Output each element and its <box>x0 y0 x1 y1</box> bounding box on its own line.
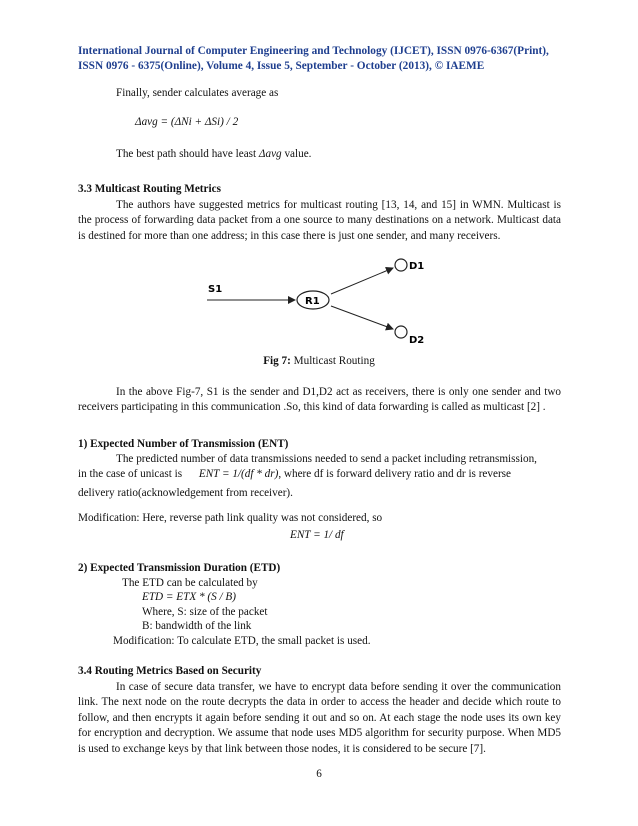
avg-equation <box>135 116 238 128</box>
ent-modification: Modification: Here, reverse path link quality was not considered, so <box>78 512 383 524</box>
ent-line-1: The predicted number of data transmissions needed to send a packet including retransmission, <box>116 453 537 465</box>
section-3-3-heading: 3.3 Multicast Routing Metrics <box>78 183 221 195</box>
ent-line-2 <box>78 468 561 480</box>
ent-line-2-start: in the case of unicast is <box>78 468 183 480</box>
ent-heading: 1) Expected Number of Transmission (ENT) <box>78 438 289 450</box>
best-path-end: value. <box>284 148 312 160</box>
edge-r1-d1 <box>331 268 393 294</box>
etd-where-2: B: bandwidth of the link <box>142 620 252 632</box>
etd-line-1: The ETD can be calculated by <box>122 577 258 589</box>
header-line-2: ISSN 0976 - 6375(Online), Volume 4, Issue 5, September - October (2013), © IAEME <box>78 60 485 72</box>
ent-modified-equation: ENT = 1/ df <box>290 529 344 541</box>
ent-line-2-end: , where df is forward delivery ratio and dr is reverse <box>278 468 511 480</box>
etd-modification: Modification: To calculate ETD, the small packet is used. <box>113 635 371 647</box>
ent-line-3: delivery ratio(acknowledgement from receiver). <box>78 487 293 499</box>
journal-header <box>78 44 563 74</box>
multicast-routing-diagram <box>205 256 440 351</box>
section-3-3-body: The authors have suggested metrics for multicast routing [13, 14, and 15] in WMN. Multicast is the process of forwarding data packet from a one source to many destinations on a network. Multicast data is destined for more than one address; in this case there is just one sender, and many receivers. <box>78 199 561 242</box>
label-d2: D2 <box>409 335 425 346</box>
avg-equation-text: Δavg = (ΔNi + ΔSi) / 2 <box>135 116 239 128</box>
caption-text: Multicast Routing <box>293 355 375 367</box>
etd-heading: 2) Expected Transmission Duration (ETD) <box>78 562 281 574</box>
header-line-1: International Journal of Computer Engineering and Technology (IJCET), ISSN 0976-6367(Print), <box>78 45 549 57</box>
etd-where-1: Where, S: size of the packet <box>142 606 268 618</box>
section-3-4-body: In case of secure data transfer, we have to encrypt data before sending it over the communication link. The next node on the route decrypts the data in order to access the header and decide which route to follow, and then encrypts it again before sending it out and so on. At each stage the node uses its own key for encryption and decryption. We assume that node uses MD5 algorithm for security purpose. When MD5 is used to exchange keys by that link between those nodes, it is considered to be secure [7]. <box>78 681 561 755</box>
section-3-4-heading: 3.4 Routing Metrics Based on Security <box>78 665 262 677</box>
edge-r1-d2 <box>331 306 393 329</box>
avg-intro-text: Finally, sender calculates average as <box>116 87 279 99</box>
best-path-text: The best path should have least <box>116 148 257 160</box>
caption-label: Fig 7: <box>263 355 291 367</box>
figure-caption <box>0 355 638 367</box>
etd-equation: ETD = ETX * (S / B) <box>142 591 236 603</box>
node-d1 <box>395 259 407 271</box>
best-path-sentence <box>116 148 311 160</box>
label-r1: R1 <box>305 296 320 307</box>
node-d2 <box>395 326 407 338</box>
best-path-symbol: Δavg <box>258 148 282 160</box>
page-number: 6 <box>316 768 322 780</box>
ent-equation: ENT = 1/(df * dr) <box>198 468 279 480</box>
label-s1: S1 <box>208 284 223 295</box>
after-figure-paragraph: In the above Fig-7, S1 is the sender and D1,D2 act as receivers, there is only one sender and two receivers participating in this communication .So, this kind of data forwarding is called as multicast [2] . <box>78 386 561 414</box>
label-d1: D1 <box>409 261 425 272</box>
